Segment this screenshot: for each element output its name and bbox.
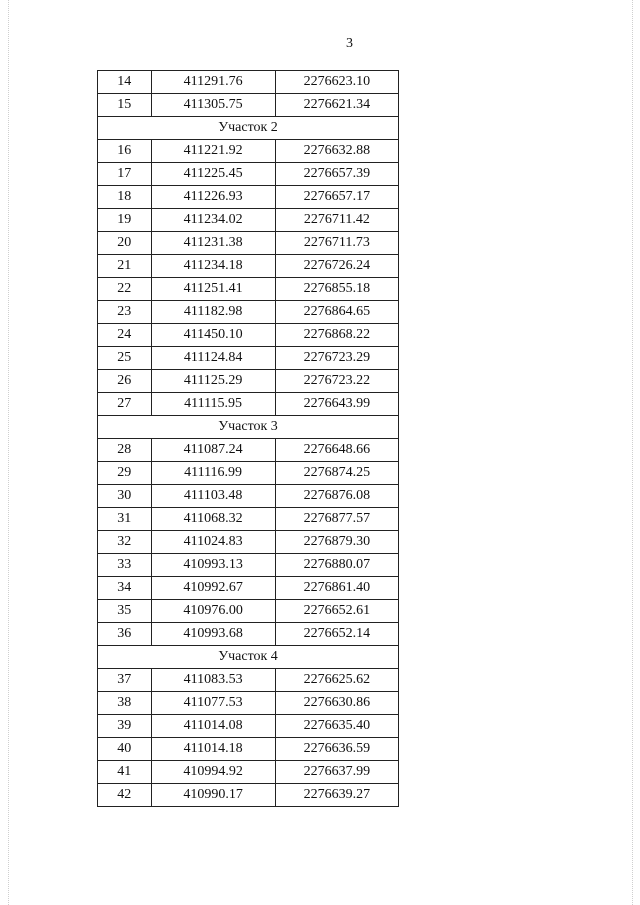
x-coordinate-cell: 411103.48 — [151, 485, 275, 508]
table-row — [98, 738, 399, 761]
point-number-cell: 19 — [98, 209, 152, 232]
table-row — [98, 370, 399, 393]
section-header-row — [98, 117, 399, 140]
x-coordinate-cell: 411225.45 — [151, 163, 275, 186]
table-row — [98, 715, 399, 738]
point-number-cell: 38 — [98, 692, 152, 715]
table-row — [98, 462, 399, 485]
table-row — [98, 255, 399, 278]
y-coordinate-cell: 2276861.40 — [275, 577, 398, 600]
x-coordinate-cell: 410993.68 — [151, 623, 275, 646]
point-number-cell: 22 — [98, 278, 152, 301]
x-coordinate-cell: 410990.17 — [151, 784, 275, 807]
table-row — [98, 761, 399, 784]
x-coordinate-cell: 411014.08 — [151, 715, 275, 738]
y-coordinate-cell: 2276726.24 — [275, 255, 398, 278]
point-number-cell: 25 — [98, 347, 152, 370]
point-number-cell: 17 — [98, 163, 152, 186]
section-header-row — [98, 646, 399, 669]
table-row — [98, 669, 399, 692]
x-coordinate-cell: 411291.76 — [151, 71, 275, 94]
y-coordinate-cell: 2276877.57 — [275, 508, 398, 531]
scan-edge-right — [632, 0, 634, 905]
x-coordinate-cell: 410993.13 — [151, 554, 275, 577]
y-coordinate-cell: 2276652.61 — [275, 600, 398, 623]
point-number-cell: 30 — [98, 485, 152, 508]
y-coordinate-cell: 2276621.34 — [275, 94, 398, 117]
point-number-cell: 41 — [98, 761, 152, 784]
x-coordinate-cell: 411116.99 — [151, 462, 275, 485]
table-row — [98, 692, 399, 715]
point-number-cell: 26 — [98, 370, 152, 393]
y-coordinate-cell: 2276879.30 — [275, 531, 398, 554]
x-coordinate-cell: 411234.18 — [151, 255, 275, 278]
table-row — [98, 140, 399, 163]
x-coordinate-cell: 411125.29 — [151, 370, 275, 393]
table-row — [98, 600, 399, 623]
y-coordinate-cell: 2276723.29 — [275, 347, 398, 370]
point-number-cell: 24 — [98, 324, 152, 347]
y-coordinate-cell: 2276648.66 — [275, 439, 398, 462]
x-coordinate-cell: 411450.10 — [151, 324, 275, 347]
y-coordinate-cell: 2276868.22 — [275, 324, 398, 347]
x-coordinate-cell: 411124.84 — [151, 347, 275, 370]
x-coordinate-cell: 411087.24 — [151, 439, 275, 462]
x-coordinate-cell: 410976.00 — [151, 600, 275, 623]
table-row — [98, 163, 399, 186]
table-row — [98, 71, 399, 94]
table-row — [98, 324, 399, 347]
table-row — [98, 784, 399, 807]
point-number-cell: 31 — [98, 508, 152, 531]
y-coordinate-cell: 2276880.07 — [275, 554, 398, 577]
point-number-cell: 36 — [98, 623, 152, 646]
x-coordinate-cell: 411231.38 — [151, 232, 275, 255]
point-number-cell: 40 — [98, 738, 152, 761]
point-number-cell: 39 — [98, 715, 152, 738]
y-coordinate-cell: 2276639.27 — [275, 784, 398, 807]
y-coordinate-cell: 2276625.62 — [275, 669, 398, 692]
point-number-cell: 32 — [98, 531, 152, 554]
x-coordinate-cell: 411251.41 — [151, 278, 275, 301]
point-number-cell: 18 — [98, 186, 152, 209]
point-number-cell: 29 — [98, 462, 152, 485]
point-number-cell: 34 — [98, 577, 152, 600]
y-coordinate-cell: 2276636.59 — [275, 738, 398, 761]
x-coordinate-cell: 410994.92 — [151, 761, 275, 784]
y-coordinate-cell: 2276723.22 — [275, 370, 398, 393]
point-number-cell: 33 — [98, 554, 152, 577]
point-number-cell: 35 — [98, 600, 152, 623]
coordinates-table — [97, 70, 399, 807]
point-number-cell: 23 — [98, 301, 152, 324]
x-coordinate-cell: 411182.98 — [151, 301, 275, 324]
table-row — [98, 232, 399, 255]
table-row — [98, 186, 399, 209]
y-coordinate-cell: 2276652.14 — [275, 623, 398, 646]
y-coordinate-cell: 2276864.65 — [275, 301, 398, 324]
table-row — [98, 508, 399, 531]
table-row — [98, 439, 399, 462]
table-row — [98, 347, 399, 370]
x-coordinate-cell: 411068.32 — [151, 508, 275, 531]
x-coordinate-cell: 411014.18 — [151, 738, 275, 761]
y-coordinate-cell: 2276855.18 — [275, 278, 398, 301]
y-coordinate-cell: 2276630.86 — [275, 692, 398, 715]
point-number-cell: 42 — [98, 784, 152, 807]
section-label: Участок 4 — [98, 646, 399, 669]
x-coordinate-cell: 411083.53 — [151, 669, 275, 692]
x-coordinate-cell: 411077.53 — [151, 692, 275, 715]
x-coordinate-cell: 411221.92 — [151, 140, 275, 163]
page-number: 3 — [346, 36, 353, 51]
x-coordinate-cell: 411024.83 — [151, 531, 275, 554]
y-coordinate-cell: 2276643.99 — [275, 393, 398, 416]
table-row — [98, 209, 399, 232]
y-coordinate-cell: 2276711.73 — [275, 232, 398, 255]
section-header-row — [98, 416, 399, 439]
section-label: Участок 2 — [98, 117, 399, 140]
y-coordinate-cell: 2276635.40 — [275, 715, 398, 738]
x-coordinate-cell: 411115.95 — [151, 393, 275, 416]
y-coordinate-cell: 2276874.25 — [275, 462, 398, 485]
x-coordinate-cell: 411305.75 — [151, 94, 275, 117]
table-row — [98, 94, 399, 117]
scan-edge-left — [8, 0, 10, 905]
point-number-cell: 20 — [98, 232, 152, 255]
table-row — [98, 623, 399, 646]
point-number-cell: 15 — [98, 94, 152, 117]
coordinates-table-body — [98, 71, 399, 807]
y-coordinate-cell: 2276876.08 — [275, 485, 398, 508]
y-coordinate-cell: 2276711.42 — [275, 209, 398, 232]
table-row — [98, 485, 399, 508]
x-coordinate-cell: 411226.93 — [151, 186, 275, 209]
y-coordinate-cell: 2276657.39 — [275, 163, 398, 186]
table-row — [98, 554, 399, 577]
point-number-cell: 37 — [98, 669, 152, 692]
table-row — [98, 393, 399, 416]
y-coordinate-cell: 2276637.99 — [275, 761, 398, 784]
y-coordinate-cell: 2276623.10 — [275, 71, 398, 94]
point-number-cell: 21 — [98, 255, 152, 278]
x-coordinate-cell: 411234.02 — [151, 209, 275, 232]
y-coordinate-cell: 2276632.88 — [275, 140, 398, 163]
x-coordinate-cell: 410992.67 — [151, 577, 275, 600]
table-row — [98, 301, 399, 324]
point-number-cell: 28 — [98, 439, 152, 462]
point-number-cell: 27 — [98, 393, 152, 416]
table-row — [98, 531, 399, 554]
table-row — [98, 577, 399, 600]
section-label: Участок 3 — [98, 416, 399, 439]
point-number-cell: 16 — [98, 140, 152, 163]
y-coordinate-cell: 2276657.17 — [275, 186, 398, 209]
point-number-cell: 14 — [98, 71, 152, 94]
table-row — [98, 278, 399, 301]
